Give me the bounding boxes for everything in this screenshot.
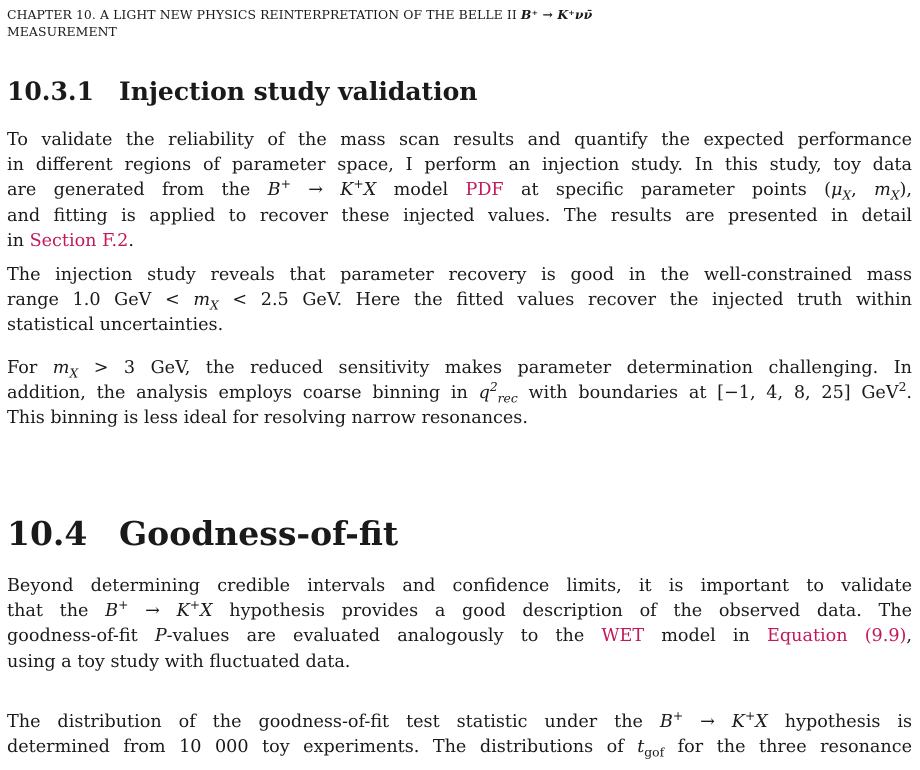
text-line: determined from 10 000 toy experiments. The distributions of $t_{gof}$ for the three resonance bbox=[7, 737, 912, 760]
math-inline: B+ → K+X bbox=[659, 709, 768, 732]
math-inline: $m_X$ bbox=[193, 290, 219, 313]
section-heading-10-3-1 bbox=[7, 75, 477, 109]
text-line: that the B+ → K+X hypothesis provides a good description of the observed data. The bbox=[7, 598, 912, 622]
section-title: Goodness-of-fit bbox=[119, 514, 399, 553]
text-line: To validate the reliability of the mass scan results and quantify the expected performance bbox=[7, 130, 912, 150]
section-title: Injection study validation bbox=[119, 77, 478, 106]
text-line: in Section F.2. bbox=[7, 230, 134, 251]
text-line: are generated from the B+ → K+X model PDF at specific parameter points ($\mu_X$, $m_X$), bbox=[7, 177, 912, 203]
text-line: in different regions of parameter space, I perform an injection study. In this study, toy data bbox=[7, 155, 912, 176]
pdf-link[interactable]: PDF bbox=[465, 180, 504, 201]
wet-link[interactable]: WET bbox=[601, 626, 645, 647]
text-line: The distribution of the goodness-of-fit test statistic under the B+ → K+X hypothesis is bbox=[7, 709, 912, 732]
running-head-line-1 bbox=[7, 6, 907, 23]
math-inline: $t_{gof}$ bbox=[637, 737, 665, 760]
text-line: and fitting is applied to recover these injected values. The results are presented in detail bbox=[7, 205, 912, 226]
text-line: The injection study reveals that parameter recovery is good in the well-constrained mass bbox=[7, 265, 912, 285]
math-inline: ($\mu_X$, $m_X$), bbox=[824, 180, 912, 203]
section-number: 10.4 bbox=[7, 514, 88, 553]
math-inline: P bbox=[154, 626, 167, 647]
paragraph-sensitivity bbox=[7, 356, 912, 432]
section-heading-10-4 bbox=[7, 513, 398, 555]
math-inline: $m_X$ bbox=[52, 358, 79, 381]
paragraph-injection-result bbox=[7, 263, 912, 339]
math-inline: $q^2_{rec}$ bbox=[478, 380, 518, 406]
equation-9-9-link[interactable]: Equation (9.9) bbox=[767, 626, 907, 647]
running-head bbox=[7, 6, 907, 40]
text-line: range 1.0 GeV < $m_X < 2.5$ GeV. Here the fitted values recover the injected truth within bbox=[7, 290, 912, 313]
text-line: using a toy study with fluctuated data. bbox=[7, 651, 351, 672]
text-line: goodness-of-fit P-values are evaluated analogously to the WET model in Equation (9.9), bbox=[7, 626, 912, 647]
running-head-line-2: MEASUREMENT bbox=[7, 24, 117, 39]
running-head-math: B⁺ → K⁺νν̄ bbox=[520, 7, 593, 22]
section-f2-link[interactable]: Section F.2 bbox=[29, 230, 129, 251]
paragraph-gof-distribution bbox=[7, 710, 912, 760]
text-line: This binning is less ideal for resolving narrow resonances. bbox=[7, 408, 528, 429]
running-head-text: CHAPTER 10. A LIGHT NEW PHYSICS REINTERPRETATION OF THE BELLE II bbox=[7, 7, 521, 22]
text-line: For $m_X > 3$ GeV, the reduced sensitivity makes parameter determination challenging. In bbox=[7, 358, 912, 381]
math-inline: B+ → K+X bbox=[105, 598, 213, 622]
math-inline: B+ → K+X bbox=[267, 177, 377, 201]
text-line: Beyond determining credible intervals and confidence limits, it is important to validate bbox=[7, 576, 912, 596]
section-number: 10.3.1 bbox=[7, 77, 94, 106]
paragraph-injection-intro bbox=[7, 128, 912, 254]
text-line: statistical uncertainties. bbox=[7, 315, 224, 336]
paragraph-gof-intro bbox=[7, 574, 912, 675]
text-line: addition, the analysis employs coarse binning in $q^2_{rec}$ with boundaries at [−1, 4, 8, 25] GeV$^2$. bbox=[7, 380, 912, 406]
